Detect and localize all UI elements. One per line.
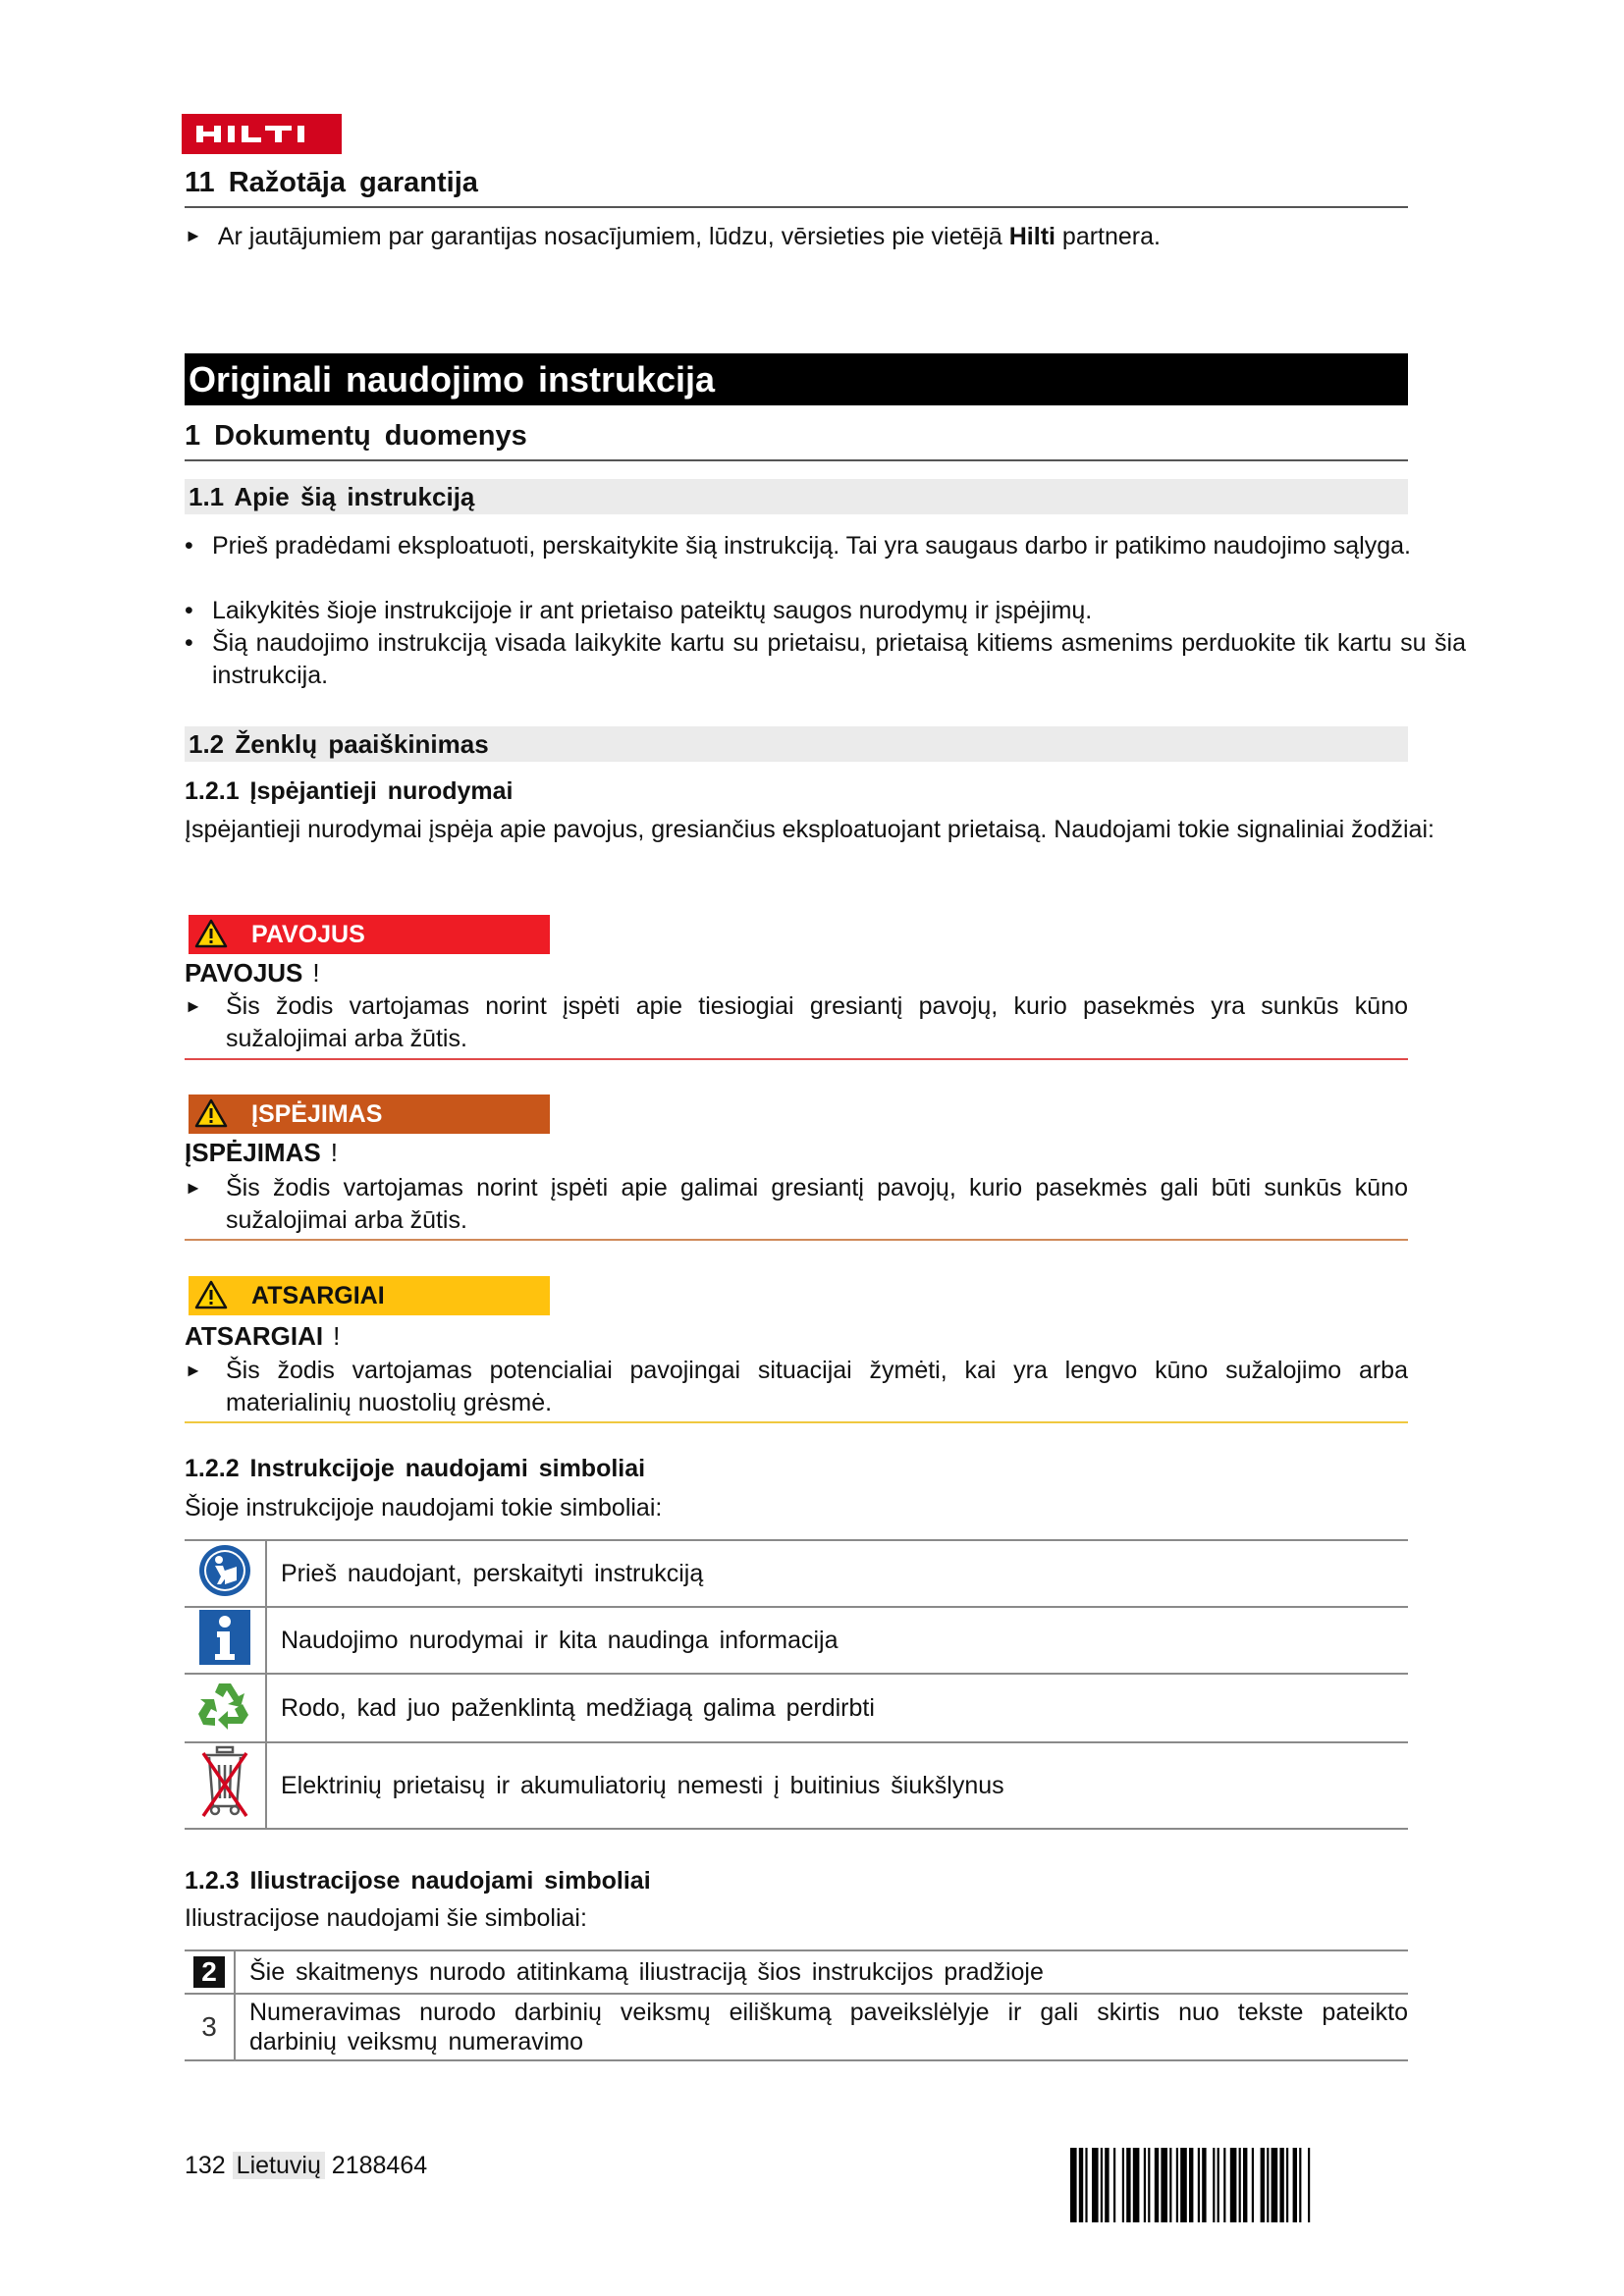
signal-banner-danger: PAVOJUS xyxy=(189,915,550,954)
symbol-cell xyxy=(185,1994,235,2060)
symbol-cell xyxy=(185,1674,266,1742)
signal-separator xyxy=(185,1421,1408,1423)
hilti-brand-name: Hilti xyxy=(1008,223,1056,250)
symbol-description: Numeravimas nurodo darbinių veiksmų eiliškumą paveikslėlyje ir gali skirtis nuo tekste pateikto darbinių veiksmų numeravimo xyxy=(235,1994,1408,2060)
signal-banner-warning: ĮSPĖJIMAS xyxy=(189,1095,550,1134)
list-item: • Laikykitės šioje instrukcijoje ir ant prietaiso pateiktų saugos nurodymų ir įspėjimų. xyxy=(185,595,1481,627)
symbol-cell xyxy=(185,1607,266,1674)
recycle-icon xyxy=(197,1678,252,1733)
crossed-bin-icon xyxy=(199,1745,250,1820)
table-row xyxy=(185,1950,1408,1994)
signal-separator xyxy=(185,1239,1408,1241)
symbol-cell xyxy=(185,1742,266,1829)
warranty-note: ► Ar jautājumiem par garantijas nosacījumiem, lūdzu, vērsieties pie vietējā Hilti partnera. xyxy=(185,220,1161,253)
signal-description-danger: ► Šis žodis vartojamas norint įspėti apie tiesiogiai gresiantį pavojų, kurio pasekmės yra sunkūs kūno sužalojimai arba žūtis. xyxy=(185,992,1408,1052)
symbol-description: Rodo, kad juo paženklintą medžiagą galima perdirbti xyxy=(266,1674,1408,1742)
hilti-logo xyxy=(182,114,342,154)
section-11-heading: 11 Ražotāja garantija xyxy=(185,167,478,198)
warning-intro: Įspėjantieji nurodymai įspėja apie pavojus, gresiančius eksploatuojant prietaisą. Naudojami tokie signaliniai žodžiai: xyxy=(185,816,1435,843)
signal-heading-danger: PAVOJUS ! xyxy=(185,958,320,988)
read-manual-icon xyxy=(197,1543,252,1598)
info-icon xyxy=(199,1610,250,1665)
symbol-cell xyxy=(185,1950,235,1994)
section-divider xyxy=(185,206,1408,208)
section-1-2-3-heading: 1.2.3 Iliustracijose naudojami simboliai xyxy=(185,1867,651,1895)
symbol-cell xyxy=(185,1540,266,1607)
symbol-description: Prieš naudojant, perskaityti instrukciją xyxy=(266,1540,1408,1607)
list-item: • Šią naudojimo instrukciją visada laikykite kartu su prietaisu, prietaisą kitiems asmenims perduokite tik kartu su šia instrukcija. xyxy=(185,629,1466,689)
figure-number-icon: 2 xyxy=(193,1956,225,1988)
bullet-arrow-icon: ► xyxy=(185,226,202,245)
section-1-heading: 1 Dokumentų duomenys xyxy=(185,420,527,452)
table-row xyxy=(185,1994,1408,2060)
signal-heading-caution: ATSARGIAI ! xyxy=(185,1321,341,1351)
page-number: 132 xyxy=(185,2152,226,2179)
table-row xyxy=(185,1607,1408,1674)
signal-description-warning: ► Šis žodis vartojamas norint įspėti apie galimai gresiantį pavojų, kurio pasekmės gali būti sunkūs kūno sužalojimai arba žūtis. xyxy=(185,1174,1408,1234)
section-1-2-1-heading: 1.2.1 Įspėjantieji nurodymai xyxy=(185,777,514,805)
signal-separator xyxy=(185,1058,1408,1060)
step-number-icon: 3 xyxy=(201,2011,217,2042)
illustration-symbols-table xyxy=(185,1949,1408,2061)
bullet-arrow-icon: ► xyxy=(185,1361,202,1380)
table-row xyxy=(185,1742,1408,1829)
manual-symbols-table xyxy=(185,1539,1408,1830)
document-number: 2188464 xyxy=(331,2152,428,2179)
symbol-description: Elektrinių prietaisų ir akumuliatorių nemesti į buitinius šiukšlynus xyxy=(266,1742,1408,1829)
document-title-banner: Originali naudojimo instrukcija xyxy=(185,353,1408,405)
bullet-icon: • xyxy=(185,532,193,560)
signal-heading-warning: ĮSPĖJIMAS ! xyxy=(185,1138,338,1167)
bullet-icon: • xyxy=(185,629,193,657)
section-1-2-heading: 1.2 Ženklų paaiškinimas xyxy=(185,726,1408,762)
illustration-symbols-intro: Iliustracijose naudojami šie simboliai: xyxy=(185,1904,587,1932)
barcode xyxy=(1070,2148,1409,2222)
bullet-icon: • xyxy=(185,597,193,624)
section-1-2-2-heading: 1.2.2 Instrukcijoje naudojami simboliai xyxy=(185,1455,646,1482)
warning-triangle-icon xyxy=(194,1280,228,1309)
table-row xyxy=(185,1674,1408,1742)
section-divider xyxy=(185,459,1408,461)
symbol-description: Naudojimo nurodymai ir kita naudinga informacija xyxy=(266,1607,1408,1674)
table-row xyxy=(185,1540,1408,1607)
warning-triangle-icon xyxy=(194,1098,228,1128)
warning-triangle-icon xyxy=(194,919,228,948)
footer-language: Lietuvių xyxy=(233,2152,325,2179)
symbol-description: Šie skaitmenys nurodo atitinkamą iliustraciją šios instrukcijos pradžioje xyxy=(235,1950,1408,1994)
signal-description-caution: ► Šis žodis vartojamas potencialiai pavojingai situacijai žymėti, kai yra lengvo kūno sužalojimo arba materialinių nuostolių grėsmė. xyxy=(185,1357,1408,1416)
bullet-arrow-icon: ► xyxy=(185,996,202,1016)
page-footer xyxy=(185,2152,427,2180)
signal-banner-caution: ATSARGIAI xyxy=(189,1276,550,1315)
symbols-intro: Šioje instrukcijoje naudojami tokie simboliai: xyxy=(185,1494,663,1522)
list-item: • Prieš pradėdami eksploatuoti, perskaitykite šią instrukciją. Tai yra saugaus darbo ir patikimo naudojimo sąlyga. xyxy=(185,530,1481,562)
section-1-1-heading: 1.1 Apie šią instrukciją xyxy=(185,479,1408,514)
bullet-arrow-icon: ► xyxy=(185,1178,202,1198)
